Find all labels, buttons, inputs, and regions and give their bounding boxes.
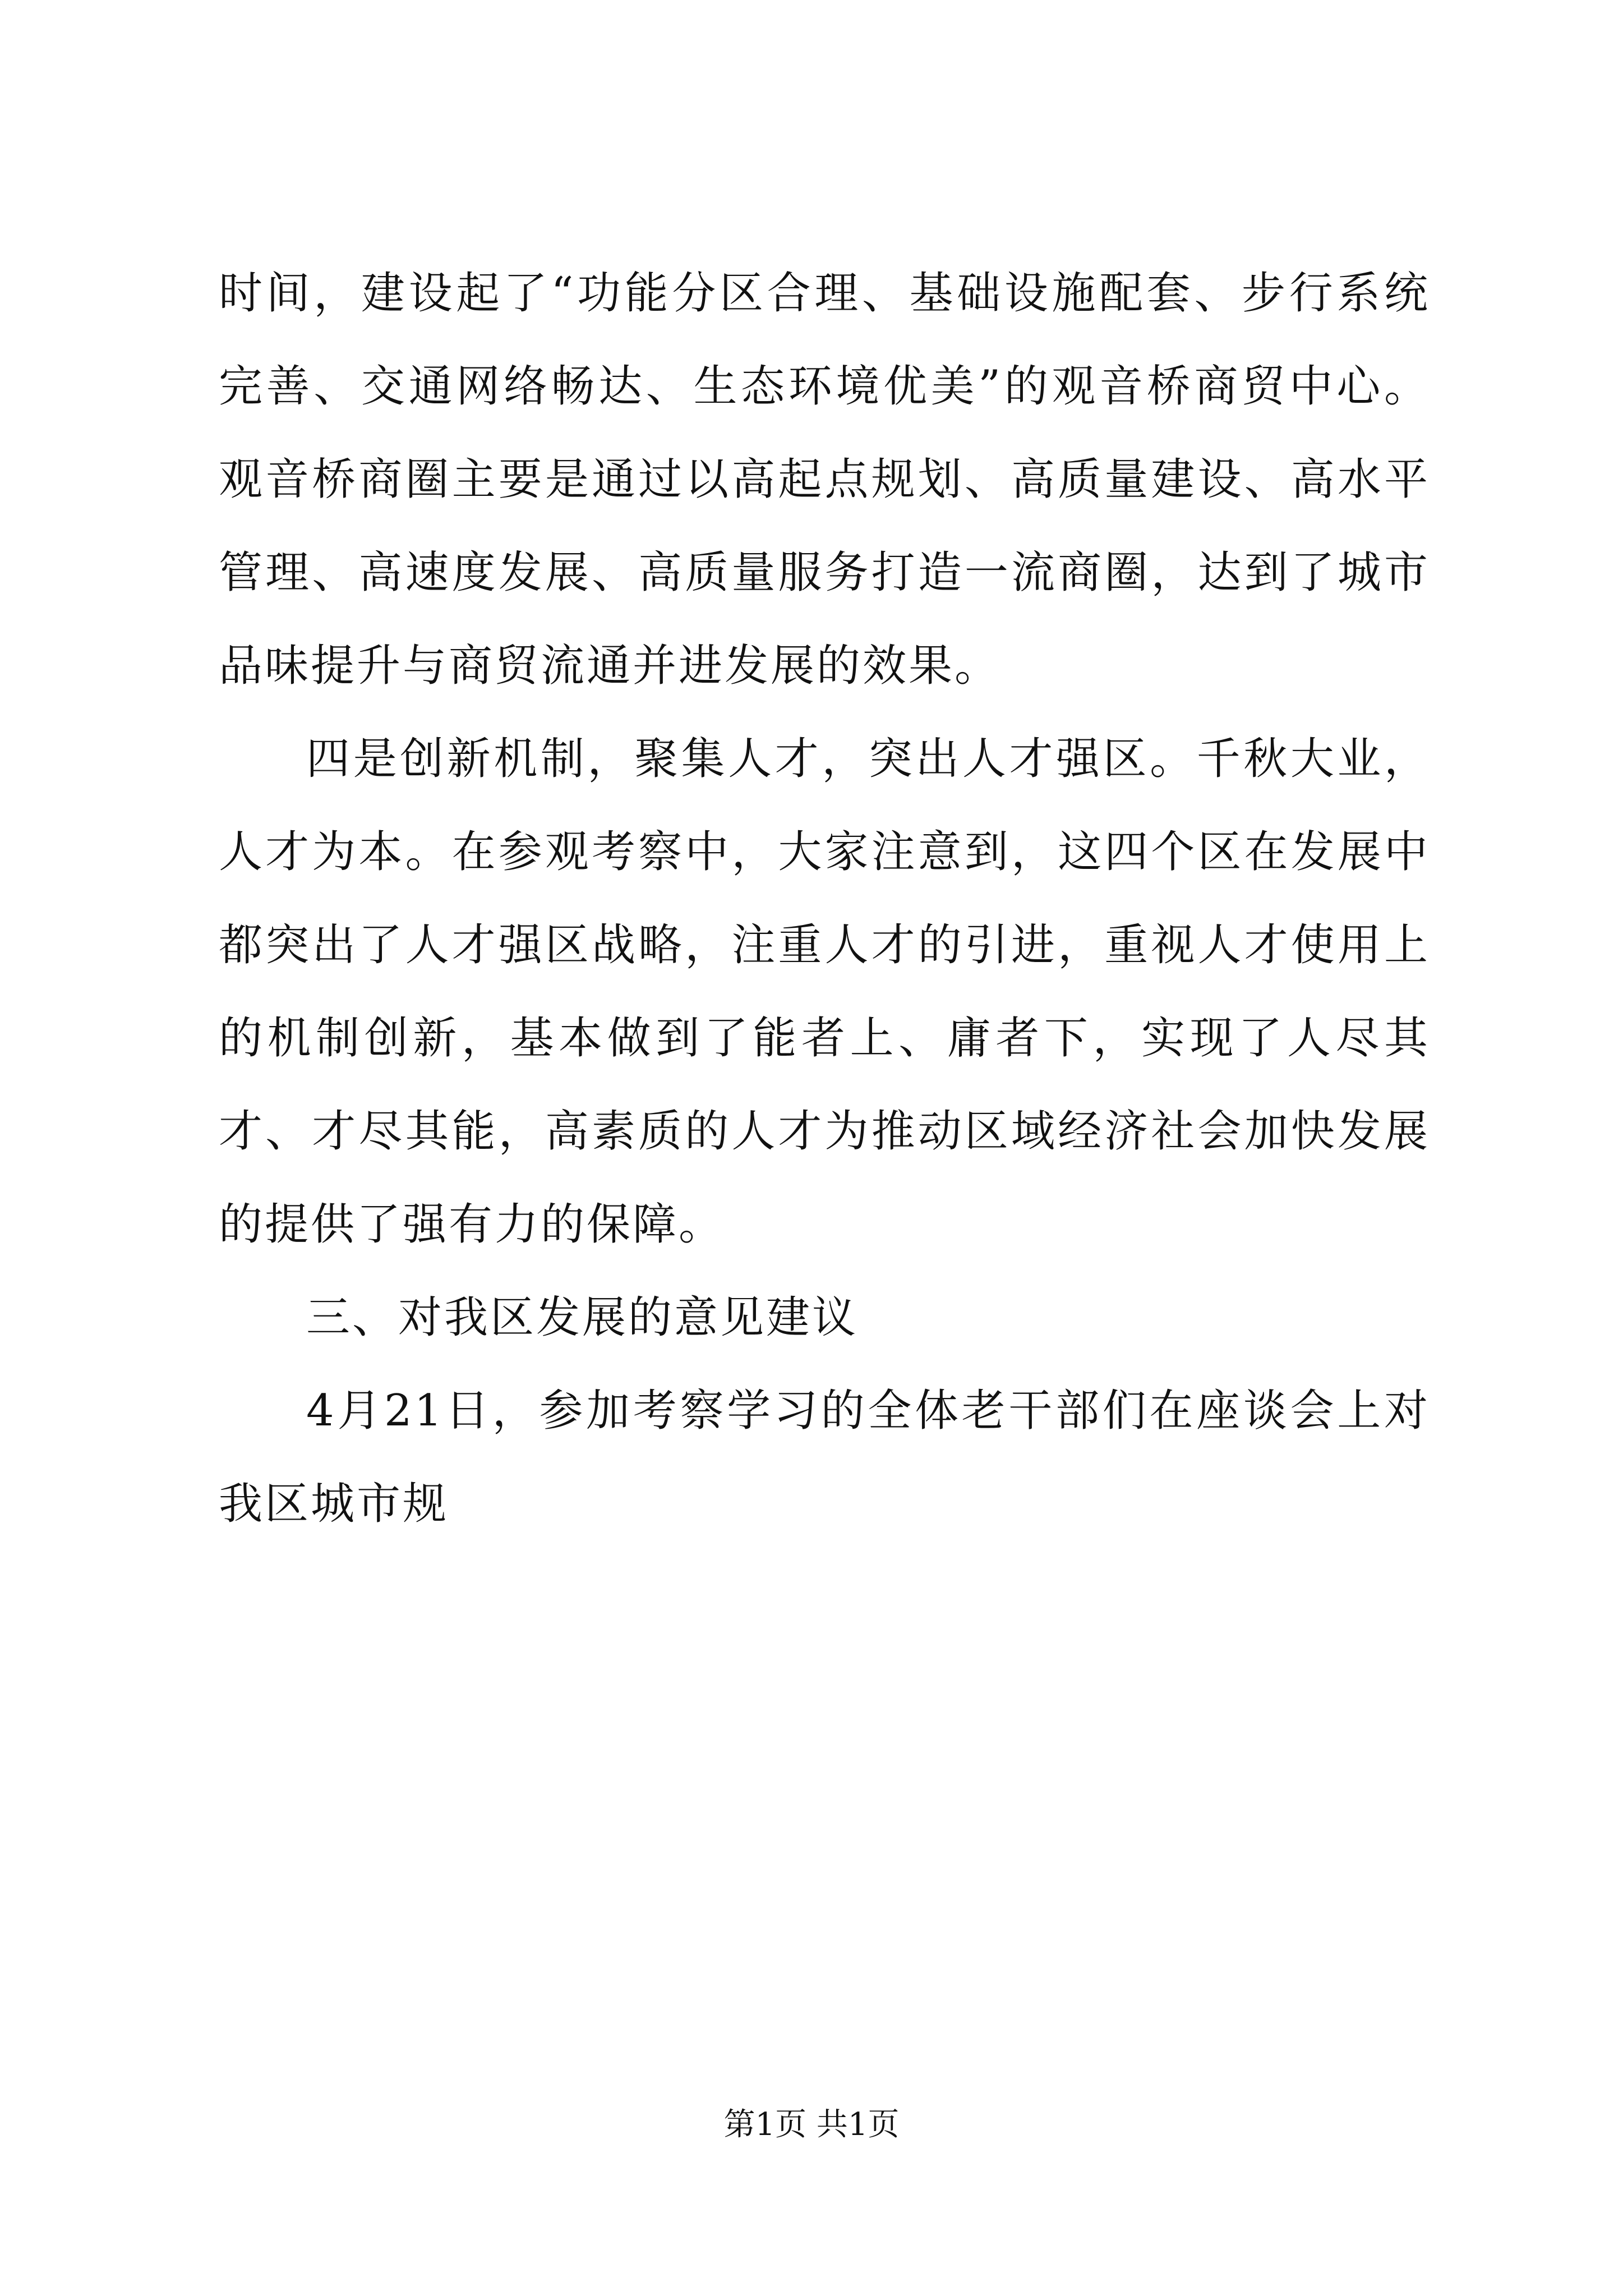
document-body — [219, 247, 1430, 1550]
section-heading: 三、对我区发展的意见建议 — [306, 1292, 859, 1343]
paragraph-talent: 四是创新机制，聚集人才，突出人才强区。千秋大业，人才为本。在参观考察中，大家注意到，这四个区在发展中都突出了人才强区战略，注重人才的引进，重视人才使用上的机制创新，基本做到了能者上、庸者下，实现了人尽其才、才尽其能，高素质的人才为推动区域经济社会加快发展的提供了强有力的保障。 — [219, 734, 1430, 1250]
paragraph-continuation: 时间，建设起了“功能分区合理、基础设施配套、步行系统完善、交通网络畅达、生态环境优美”的观音桥商贸中心。观音桥商圈主要是通过以高起点规划、高质量建设、高水平管理、高速度发展、高质量服务打造一流商圈，达到了城市品味提升与商贸流通并进发展的效果。 — [219, 268, 1430, 691]
page-footer: 第1页 共1页 — [723, 2106, 900, 2143]
paragraph-meeting: 4月21日，参加考察学习的全体老干部们在座谈会上对我区城市规 — [219, 1386, 1430, 1529]
